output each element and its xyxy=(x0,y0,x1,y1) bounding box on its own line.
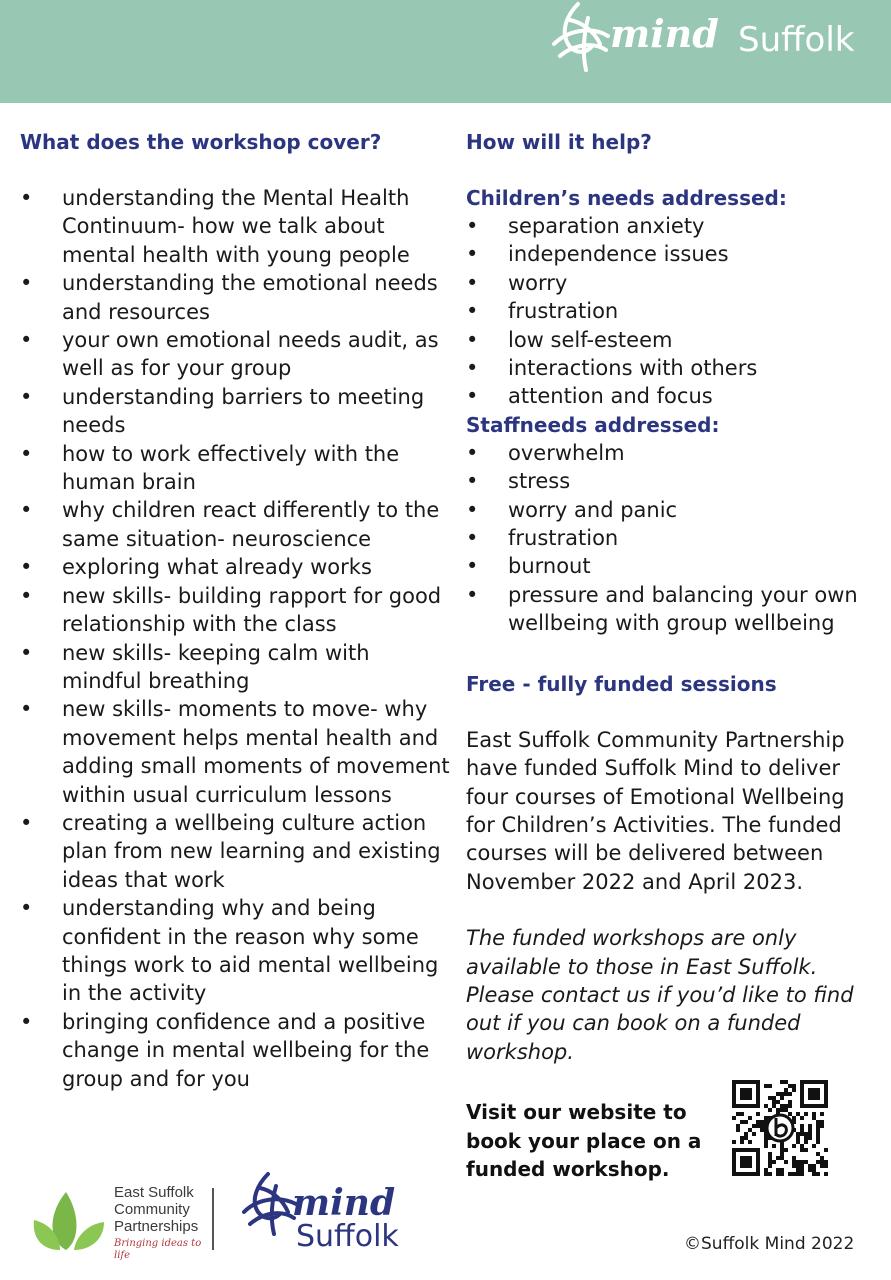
logo-divider xyxy=(212,1188,214,1250)
list-item: • stress xyxy=(466,467,876,495)
esp-line-1: East Suffolk xyxy=(114,1184,194,1201)
children-needs-heading: Children’s needs addressed: xyxy=(466,186,787,210)
list-item: • separation anxiety xyxy=(466,212,876,240)
workshop-cover-list xyxy=(20,184,450,1093)
list-item: • how to work effectively with the human brain xyxy=(20,440,450,497)
east-suffolk-partnerships-logo[interactable] xyxy=(30,1182,220,1261)
header-logo-mind: mind xyxy=(610,11,719,56)
workshop-cover-heading: What does the workshop cover? xyxy=(20,130,382,154)
list-item: • new skills- moments to move- why movement helps mental health and adding small moments of movement within usual curriculum lessons xyxy=(20,695,450,809)
list-item: • your own emotional needs audit, as well as for your group xyxy=(20,326,450,383)
list-item: • frustration xyxy=(466,297,876,325)
list-item: • burnout xyxy=(466,552,876,580)
list-item: • new skills- building rapport for good relationship with the class xyxy=(20,582,450,639)
mind-swirl-icon xyxy=(548,0,618,76)
list-item: • creating a wellbeing culture action plan from new learning and existing ideas that work xyxy=(20,809,450,894)
list-item: • pressure and balancing your own wellbeing with group wellbeing xyxy=(466,581,876,638)
free-sessions-heading: Free - fully funded sessions xyxy=(466,671,777,696)
esp-wordmark xyxy=(114,1184,198,1235)
list-item: • low self-esteem xyxy=(466,326,876,354)
booking-qr-code[interactable] xyxy=(732,1080,828,1176)
mind-suffolk-footer-logo[interactable] xyxy=(240,1170,410,1262)
list-item: • understanding why and being confident in the reason why some things work to aid mental wellbeing in the activity xyxy=(20,894,450,1008)
list-item: • attention and focus xyxy=(466,382,876,410)
list-item: • understanding the emotional needs and resources xyxy=(20,269,450,326)
list-item: • why children react differently to the same situation- neuroscience xyxy=(20,496,450,553)
staff-needs-heading: Staffneeds addressed: xyxy=(466,412,720,437)
header-banner xyxy=(0,0,891,103)
esp-line-3: Partnerships xyxy=(114,1218,199,1235)
list-item: • understanding barriers to meeting needs xyxy=(20,383,450,440)
list-item: • worry and panic xyxy=(466,496,876,524)
list-item: • interactions with others xyxy=(466,354,876,382)
esp-tagline: Bringing ideas to life xyxy=(114,1238,202,1261)
footer-logo-suffolk: Suffolk xyxy=(296,1219,399,1254)
workshop-cover-column xyxy=(20,128,450,1093)
list-item: • bringing confidence and a positive change in mental wellbeing for the group and for you xyxy=(20,1008,450,1093)
header-logo-suffolk: Suffolk xyxy=(738,20,855,60)
list-item: • new skills- keeping calm with mindful breathing xyxy=(20,639,450,696)
list-item: • frustration xyxy=(466,524,876,552)
funding-paragraph: East Suffolk Community Partnership have funded Suffolk Mind to deliver four courses of Emotional Wellbeing for Children’s Activities. The funded courses will be delivered between November 2022 and April 2023. xyxy=(466,727,845,894)
copyright-notice: ©Suffolk Mind 2022 xyxy=(684,1234,855,1254)
qr-code-icon xyxy=(732,1080,828,1176)
list-item: • understanding the Mental Health Continuum- how we talk about mental health with young people xyxy=(20,184,450,269)
mind-suffolk-header-logo[interactable] xyxy=(548,0,868,80)
footer-logo-mind: mind xyxy=(292,1182,396,1224)
list-item: • independence issues xyxy=(466,240,876,268)
list-item: • worry xyxy=(466,269,876,297)
list-item: • exploring what already works xyxy=(20,553,450,581)
how-it-helps-column xyxy=(466,128,876,1066)
leaves-icon xyxy=(30,1184,108,1252)
esp-line-2: Community xyxy=(114,1201,190,1218)
how-it-helps-heading: How will it help? xyxy=(466,130,652,154)
list-item: • overwhelm xyxy=(466,439,876,467)
visit-website-cta: Visit our website to book your place on a funded workshop. xyxy=(466,1100,702,1181)
children-needs-list xyxy=(466,212,876,411)
staff-needs-list xyxy=(466,439,876,638)
east-suffolk-note: The funded workshops are only available to those in East Suffolk. Please contact us if you’d like to find out if you can book on a funded workshop. xyxy=(466,926,854,1064)
